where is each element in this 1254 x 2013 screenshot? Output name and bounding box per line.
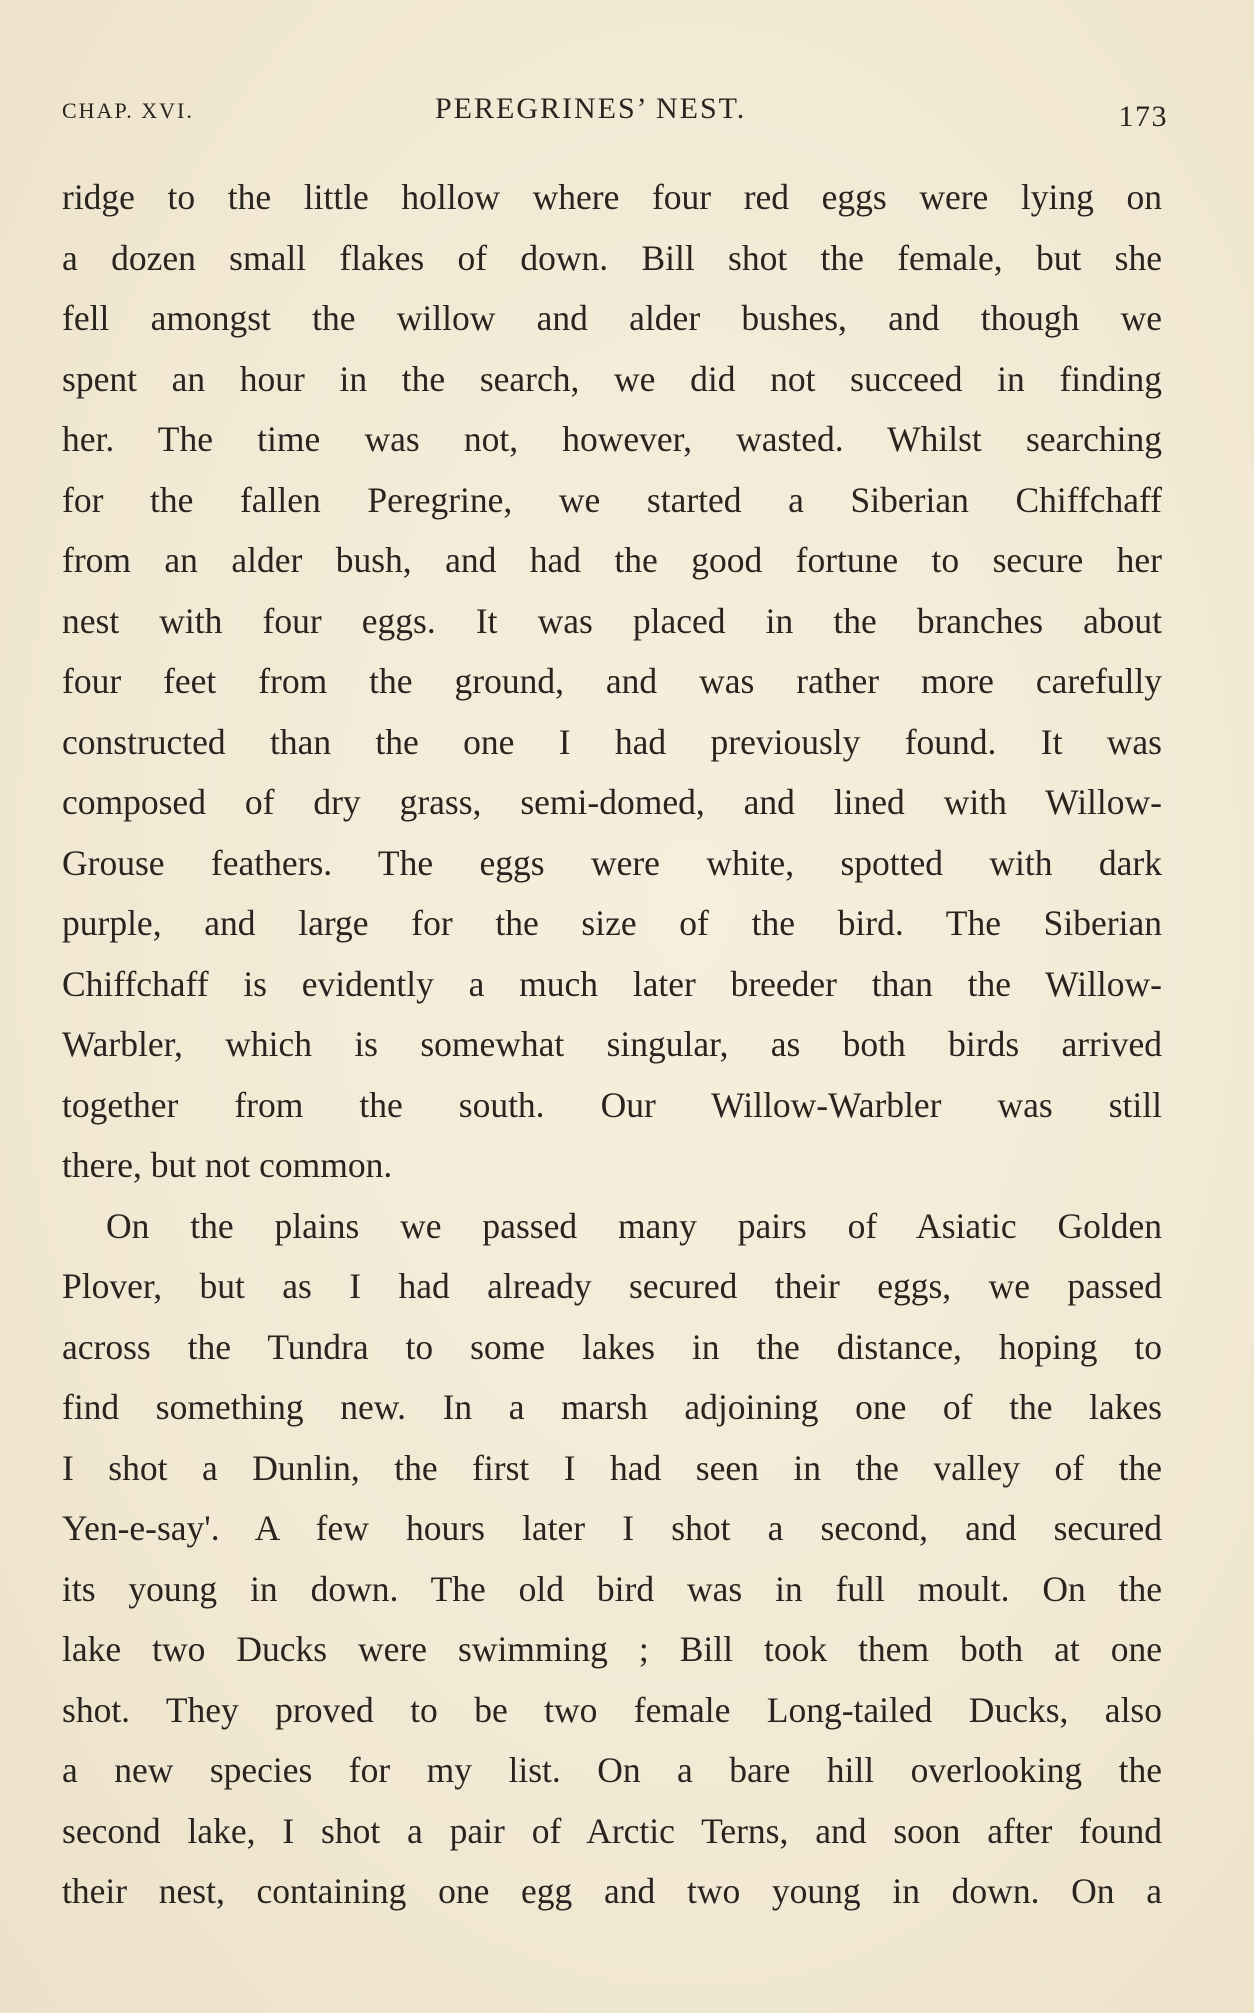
text-line: composed of dry grass, semi-domed, and lined with Willow- [62,782,1162,822]
paragraph-start-line: On the plains we passed many pairs of Asiatic Golden [106,1205,1162,1246]
page-number: 173 [1118,100,1168,133]
text-line: lake two Ducks were swimming ; Bill took them both at one [62,1629,1162,1669]
text-line: shot. They proved to be two female Long-tailed Ducks, also [62,1689,1162,1730]
text-line: spent an hour in the search, we did not succeed in finding [62,358,1162,399]
text-line: from an alder bush, and had the good fortune to secure her [62,540,1162,580]
text-line: four feet from the ground, and was rather more carefully [62,661,1162,701]
text-line: a new species for my list. On a bare hill overlooking the [62,1750,1162,1790]
body-text [62,167,1162,1922]
text-line: Grouse feathers. The eggs were white, spotted with dark [62,842,1162,883]
text-line: find something new. In a marsh adjoining one of the lakes [62,1387,1162,1427]
text-line: her. The time was not, however, wasted. Whilst searching [62,419,1162,459]
page-title: PEREGRINES’ NEST. [435,92,747,125]
text-line: Yen-e-say'. A few hours later I shot a second, and secured [62,1508,1162,1548]
text-line: its young in down. The old bird was in full moult. On the [62,1568,1162,1609]
text-line: nest with four eggs. It was placed in the branches about [62,600,1162,641]
text-line: a dozen small flakes of down. Bill shot the female, but she [62,237,1162,278]
text-line: across the Tundra to some lakes in the distance, hoping to [62,1326,1162,1367]
text-line: second lake, I shot a pair of Arctic Terns, and soon after found [62,1810,1162,1851]
running-head [62,92,1166,132]
text-line: I shot a Dunlin, the first I had seen in the valley of the [62,1447,1162,1488]
text-line: Chiffchaff is evidently a much later breeder than the Willow- [62,963,1162,1004]
text-line: ridge to the little hollow where four red eggs were lying on [62,177,1162,217]
text-line: together from the south. Our Willow-Warbler was still [62,1084,1162,1125]
text-line: for the fallen Peregrine, we started a Siberian Chiffchaff [62,479,1162,520]
text-line: Plover, but as I had already secured their eggs, we passed [62,1266,1162,1306]
text-line: constructed than the one I had previously found. It was [62,721,1162,762]
text-line: their nest, containing one egg and two young in down. On a [62,1871,1162,1911]
text-line: Warbler, which is somewhat singular, as both birds arrived [62,1024,1162,1064]
text-line: fell amongst the willow and alder bushes, and though we [62,298,1162,338]
chapter-label: CHAP. XVI. [62,98,194,123]
text-line: purple, and large for the size of the bird. The Siberian [62,903,1162,943]
paragraph-end-line: there, but not common. [62,1145,393,1185]
